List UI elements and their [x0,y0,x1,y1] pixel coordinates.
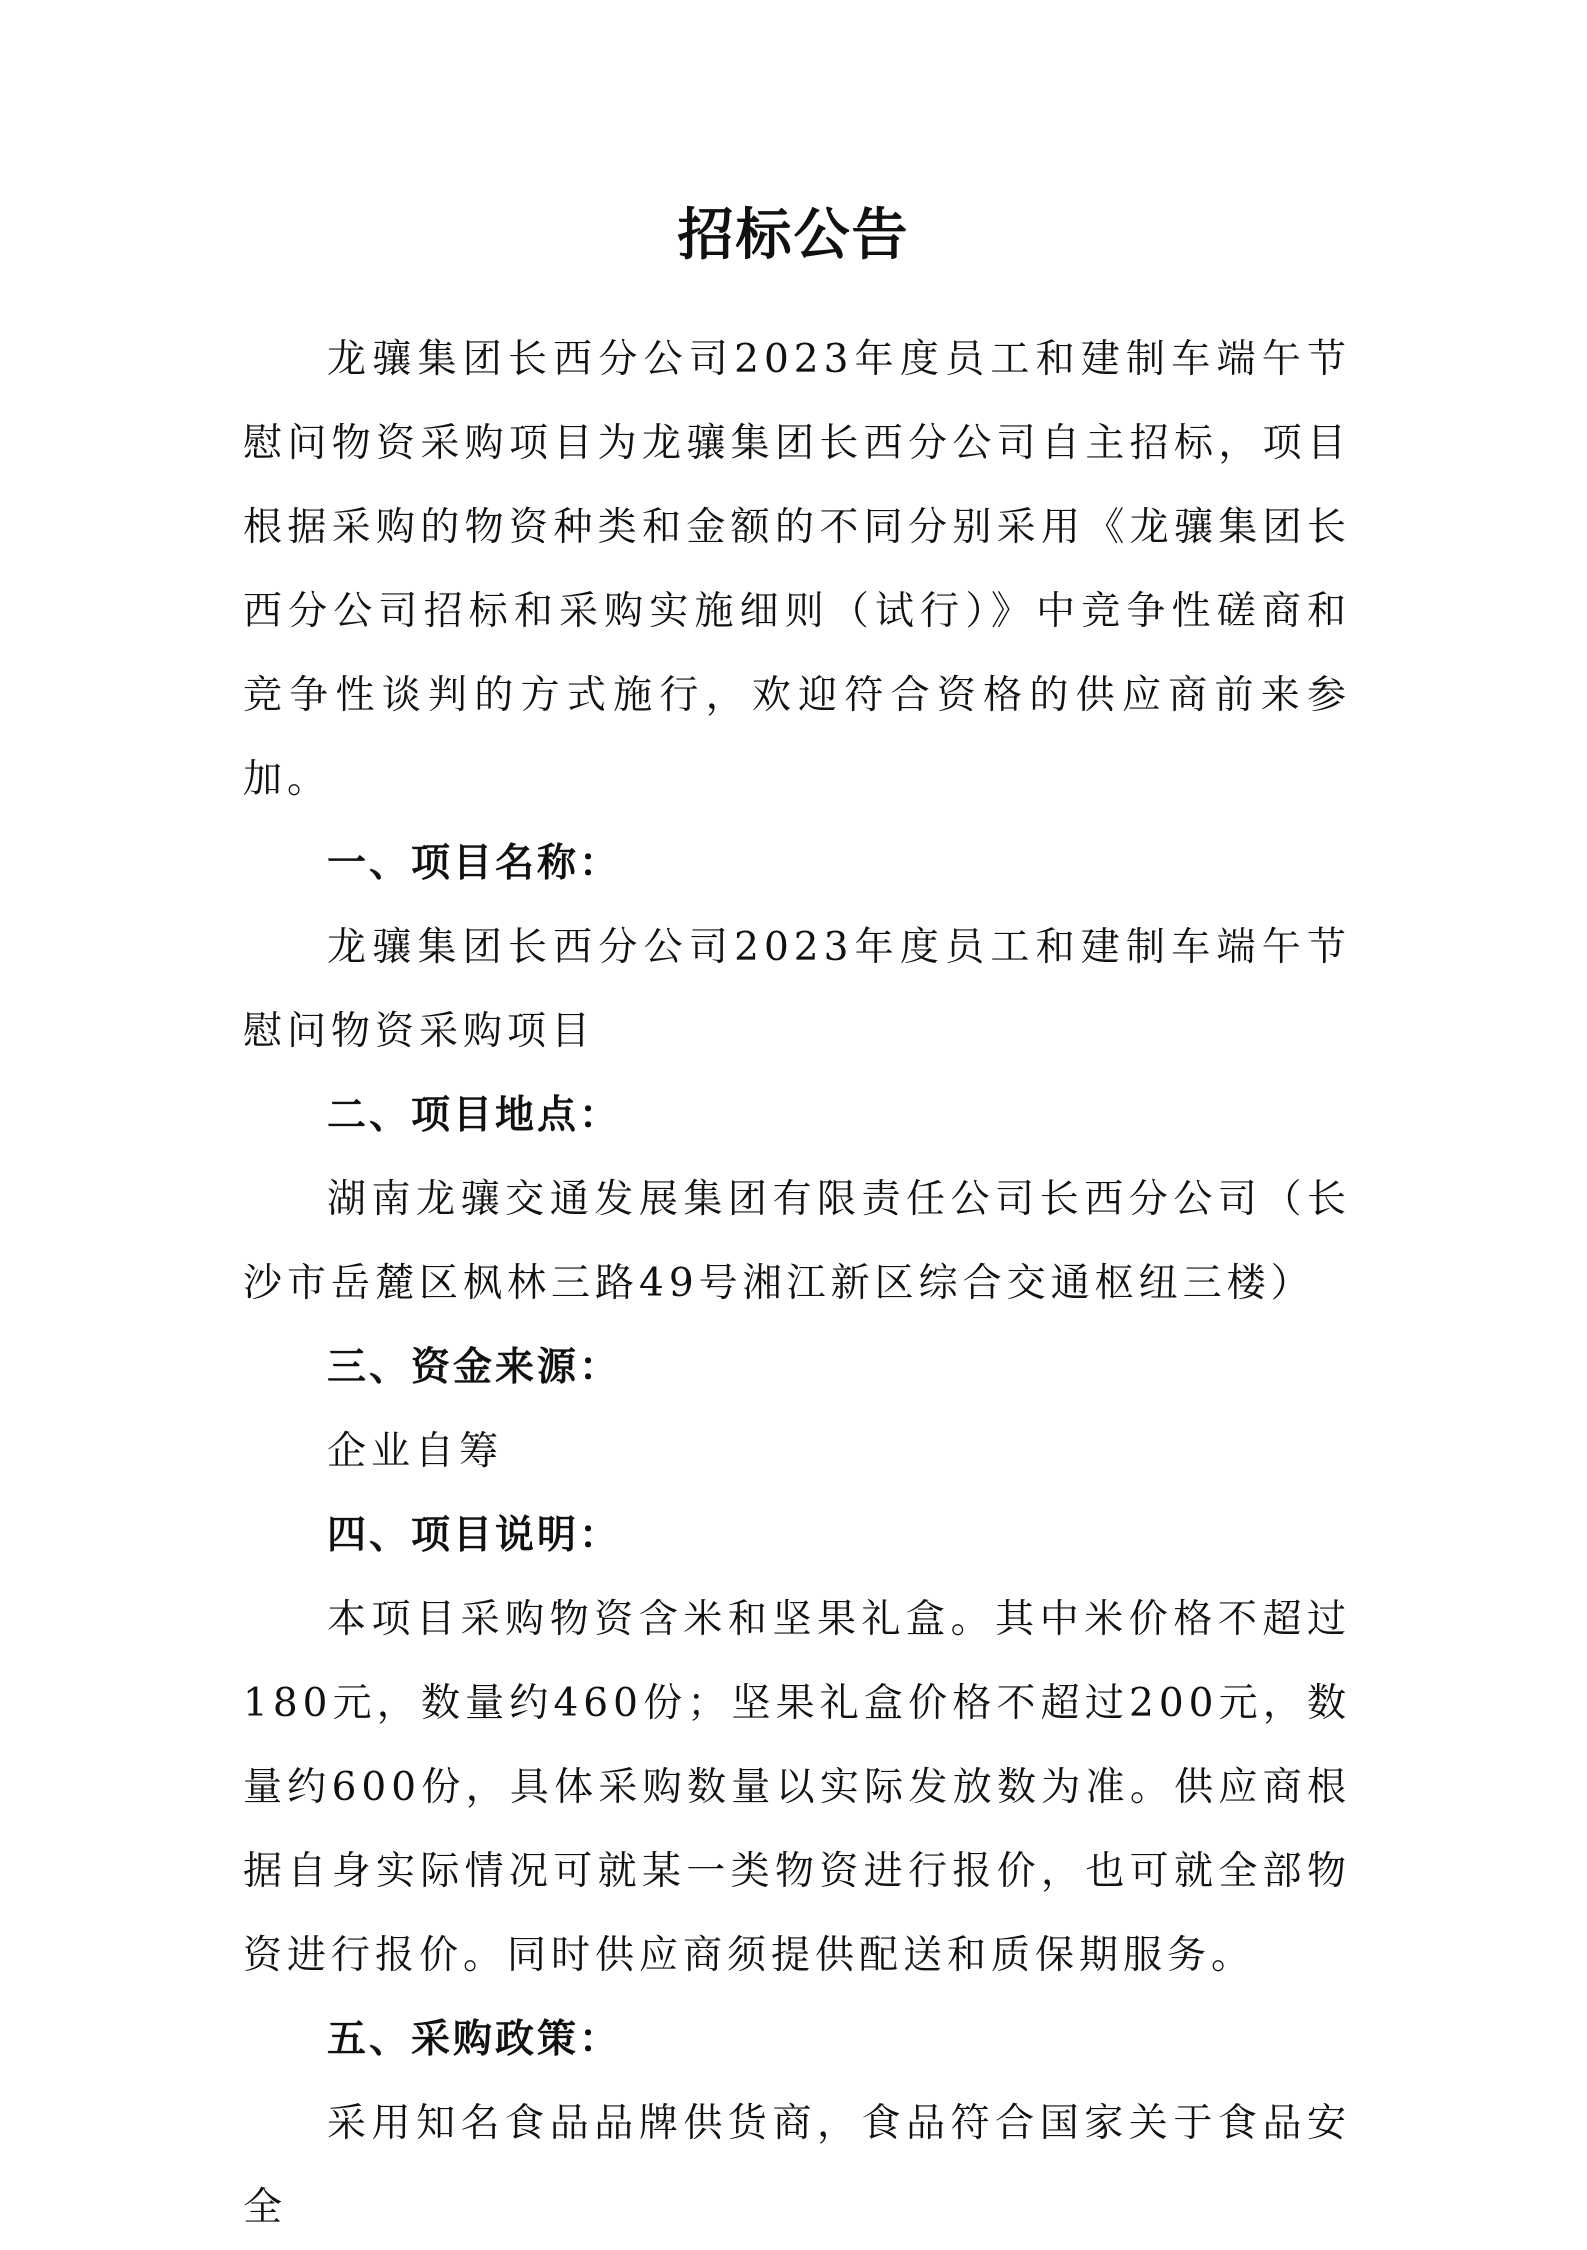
document-title: 招标公告 [677,203,910,268]
section-heading-project-location: 二、项目地点： [327,1093,622,1138]
intro-paragraph: 龙骧集团长西分公司2023年度员工和建制车端午节慰问物资采购项目为龙骧集团长西分公司自主招标，项目根据采购的物资种类和金额的不同分别采用《龙骧集团长西分公司招标和采购实施细则（试行）》中竞争性磋商和竞争性谈判的方式施行，欢迎符合资格的供应商前来参加。 [243,337,1351,802]
section-content-project-description: 本项目采购物资含米和坚果礼盒。其中米价格不超过180元，数量约460份；坚果礼盒价格不超过200元，数量约600份，具体采购数量以实际发放数为准。供应商根据自身实际情况可就某一类物资进行报价，也可就全部物资进行报价。同时供应商须提供配送和质保期服务。 [243,1597,1351,1978]
section-heading-project-name: 一、项目名称： [327,841,622,886]
section-content-project-name: 龙骧集团长西分公司2023年度员工和建制车端午节慰问物资采购项目 [243,925,1351,1054]
section-heading-funding-source: 三、资金来源： [327,1345,622,1390]
section-heading-procurement-policy: 五、采购政策： [327,2017,622,2062]
section-content-project-location: 湖南龙骧交通发展集团有限责任公司长西分公司（长沙市岳麓区枫林三路49号湘江新区综合交通枢纽三楼） [243,1177,1351,1306]
document-body [243,318,1351,2250]
section-heading-project-description: 四、项目说明： [327,1513,622,1558]
section-content-procurement-policy: 采用知名食品品牌供货商，食品符合国家关于食品安全 [243,2101,1351,2230]
section-content-funding-source: 企业自筹 [327,1429,504,1474]
